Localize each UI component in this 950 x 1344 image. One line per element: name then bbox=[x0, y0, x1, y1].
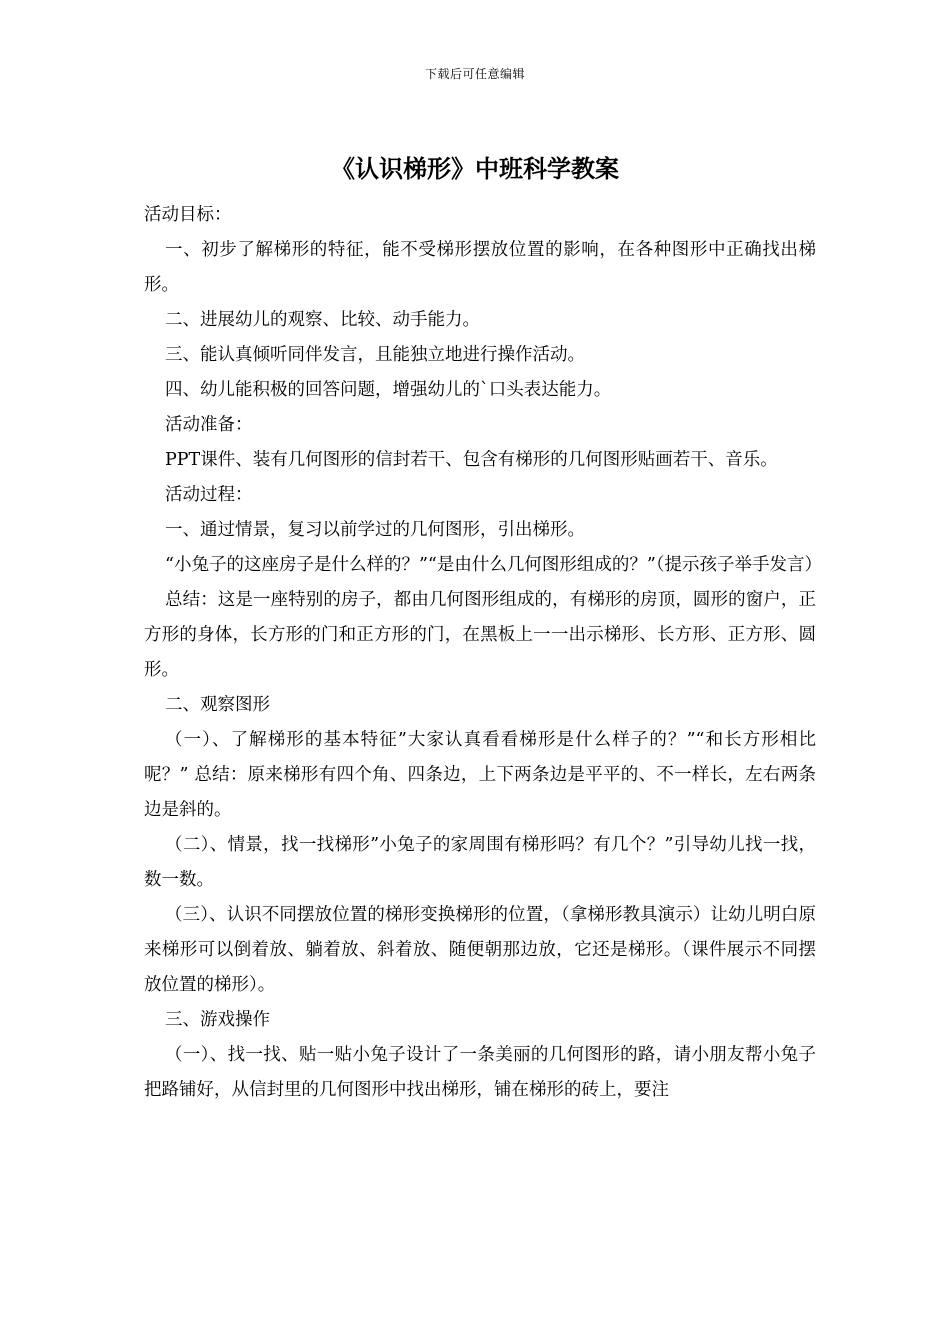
paragraph: （三）、认识不同摆放位置的梯形变换梯形的位置，（拿梯形教具演示）让幼儿明白原来梯形可以倒着放、躺着放、斜着放、随便朝那边放，它还是梯形。（课件展示不同摆放位置的梯形）。 bbox=[144, 905, 816, 995]
paragraph: 活动目标： bbox=[144, 205, 232, 225]
paragraph: （一）、了解梯形的基本特征”大家认真看看梯形是什么样子的？”“和长方形相比呢？” 总结：原来梯形有四个角、四条边，上下两条边是平平的、不一样长，左右两条边是斜的。 bbox=[144, 730, 816, 820]
paragraph: 一、初步了解梯形的特征，能不受梯形摆放位置的影响，在各种图形中正确找出梯形。 bbox=[144, 240, 816, 295]
paragraph: 一、通过情景，复习以前学过的几何图形，引出梯形。 bbox=[165, 520, 585, 540]
paragraph: 活动过程： bbox=[165, 485, 253, 505]
paragraph: 二、进展幼儿的观察、比较、动手能力。 bbox=[165, 310, 480, 330]
paragraph: 四、幼儿能积极的回答问题，增强幼儿的`口头表达能力。 bbox=[165, 380, 612, 400]
document-title: 《认识梯形》中班科学教案 bbox=[331, 155, 619, 183]
document-body bbox=[144, 198, 823, 1108]
paragraph: 二、观察图形 bbox=[165, 695, 270, 715]
paragraph: PPT课件、装有几何图形的信封若干、包含有梯形的几何图形贴画若干、音乐。 bbox=[165, 450, 778, 470]
paragraph: “小兔子的这座房子是什么样的？”“是由什么几何图形组成的？”（提示孩子举手发言） bbox=[165, 555, 823, 575]
paragraph: 总结：这是一座特别的房子，都由几何图形组成的，有梯形的房顶，圆形的窗户，正方形的身体，长方形的门和正方形的门，在黑板上一一出示梯形、长方形、正方形、圆形。 bbox=[144, 590, 816, 680]
paragraph: 活动准备： bbox=[165, 415, 253, 435]
header-note: 下载后可任意编辑 bbox=[424, 67, 525, 81]
paragraph: 三、能认真倾听同伴发言，且能独立地进行操作活动。 bbox=[165, 345, 585, 365]
paragraph: （一）、找一找、贴一贴小兔子设计了一条美丽的几何图形的路，请小朋友帮小兔子把路铺好，从信封里的几何图形中找出梯形，铺在梯形的砖上，要注 bbox=[144, 1045, 816, 1100]
paragraph: （二）、情景，找一找梯形”小兔子的家周围有梯形吗？有几个？”引导幼儿找一找，数一数。 bbox=[144, 835, 816, 890]
paragraph: 三、游戏操作 bbox=[165, 1010, 270, 1030]
